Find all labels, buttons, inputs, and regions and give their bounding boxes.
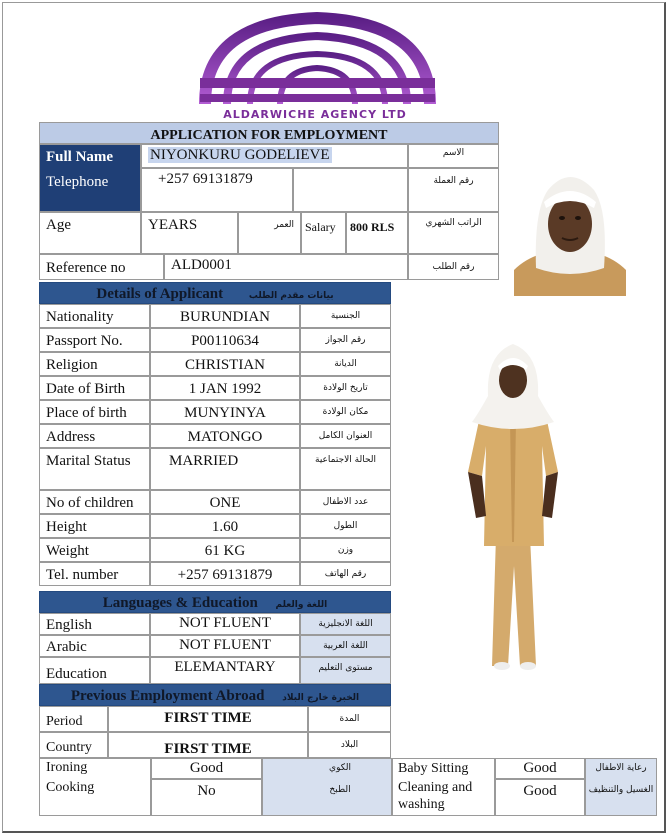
detail-label: Height bbox=[39, 514, 150, 538]
detail-value: 61 KG bbox=[150, 538, 300, 562]
previous-ar: المدة bbox=[308, 706, 391, 732]
reference-ar: رقم الطلب bbox=[408, 254, 499, 280]
age-label: Age bbox=[39, 212, 141, 254]
reference-value: ALD0001 bbox=[164, 254, 408, 280]
previous-label: Country bbox=[39, 732, 108, 758]
language-label: Education bbox=[39, 657, 150, 684]
language-ar: مستوى التعليم bbox=[300, 657, 391, 684]
logo-text: ALDARWICHE AGENCY LTD bbox=[223, 108, 407, 121]
salary-label: Salary bbox=[301, 212, 346, 254]
detail-value: BURUNDIAN bbox=[150, 304, 300, 328]
full-name-value-cell bbox=[141, 144, 408, 168]
skill-label: Cooking bbox=[46, 780, 95, 795]
skill-value: Good bbox=[495, 758, 585, 779]
detail-label: Marital Status bbox=[39, 448, 150, 490]
detail-label: No of children bbox=[39, 490, 150, 514]
language-value: NOT FLUENT bbox=[150, 635, 300, 657]
detail-value: ONE bbox=[150, 490, 300, 514]
previous-value: FIRST TIME bbox=[108, 706, 308, 732]
previous-label: Period bbox=[39, 706, 108, 732]
detail-label: Date of Birth bbox=[39, 376, 150, 400]
detail-value: MATONGO bbox=[150, 424, 300, 448]
language-ar: اللغة الانجليزية bbox=[300, 613, 391, 635]
telephone-empty bbox=[293, 168, 408, 212]
skill-ar: الطبخ bbox=[329, 785, 351, 795]
name-label-block bbox=[39, 144, 141, 212]
detail-value: MARRIED bbox=[150, 448, 300, 490]
language-label: English bbox=[39, 613, 150, 635]
detail-value: +257 69131879 bbox=[150, 562, 300, 586]
detail-value: 1 JAN 1992 bbox=[150, 376, 300, 400]
detail-ar: الحالة الاجتماعية bbox=[300, 448, 391, 490]
skill-label: Baby Sitting bbox=[398, 761, 469, 776]
detail-ar: عدد الاطفال bbox=[300, 490, 391, 514]
telephone-label: Telephone bbox=[46, 174, 109, 190]
languages-title-ar: اللغة والعلم bbox=[275, 600, 328, 610]
previous-value: FIRST TIME bbox=[108, 732, 308, 758]
language-ar: اللغة العربية bbox=[300, 635, 391, 657]
detail-value: MUNYINYA bbox=[150, 400, 300, 424]
detail-value: P00110634 bbox=[150, 328, 300, 352]
previous-title: Previous Employment Abroad bbox=[70, 688, 265, 704]
full-name-ar: الاسم bbox=[408, 144, 499, 168]
skill-ar: الكوي bbox=[329, 763, 351, 773]
reference-label: Reference no bbox=[39, 254, 164, 280]
applicant-portrait-photo bbox=[514, 150, 626, 296]
detail-ar: العنوان الكامل bbox=[300, 424, 391, 448]
detail-ar: الديانة bbox=[300, 352, 391, 376]
full-name-value[interactable]: NIYONKURU GODELIEVE bbox=[150, 147, 330, 163]
form-title: APPLICATION FOR EMPLOYMENT bbox=[39, 122, 499, 144]
skill-ar: الغسيل والتنظيف bbox=[588, 785, 654, 795]
skill-value: Good bbox=[151, 758, 262, 779]
detail-label: Weight bbox=[39, 538, 150, 562]
previous-title-ar: الخبرة خارج البلاد bbox=[282, 693, 360, 703]
detail-ar: رقم الهاتف bbox=[300, 562, 391, 586]
language-value: NOT FLUENT bbox=[150, 613, 300, 635]
languages-title: Languages & Education bbox=[102, 595, 258, 611]
salary-ar: الراتب الشهري bbox=[408, 212, 499, 254]
full-name-label: Full Name bbox=[46, 149, 114, 165]
applicant-full-body-photo bbox=[458, 336, 568, 672]
skill-value: Good bbox=[495, 779, 585, 816]
detail-value: 1.60 bbox=[150, 514, 300, 538]
details-title: Details of Applicant bbox=[96, 286, 224, 302]
previous-employment-header bbox=[39, 684, 391, 706]
telephone-ar: رقم العملة bbox=[408, 168, 499, 212]
detail-label: Tel. number bbox=[39, 562, 150, 586]
skill-ar: رعاية الاطفال bbox=[595, 763, 647, 773]
details-title-ar: بيانات مقدم الطلب bbox=[248, 291, 334, 301]
detail-ar: الجنسية bbox=[300, 304, 391, 328]
detail-ar: الطول bbox=[300, 514, 391, 538]
detail-value: CHRISTIAN bbox=[150, 352, 300, 376]
age-value: YEARS bbox=[141, 212, 238, 254]
detail-label: Address bbox=[39, 424, 150, 448]
detail-label: Religion bbox=[39, 352, 150, 376]
languages-section-header bbox=[39, 591, 391, 613]
detail-ar: مكان الولادة bbox=[300, 400, 391, 424]
previous-ar: البلاد bbox=[308, 732, 391, 758]
detail-ar: وزن bbox=[300, 538, 391, 562]
detail-label: Nationality bbox=[39, 304, 150, 328]
age-ar: العمر bbox=[238, 212, 301, 254]
salary-value: 800 RLS bbox=[346, 212, 408, 254]
skill-label: Ironing bbox=[46, 760, 88, 775]
detail-label: Place of birth bbox=[39, 400, 150, 424]
language-value: ELEMANTARY bbox=[150, 657, 300, 684]
agency-logo bbox=[195, 4, 440, 124]
language-label: Arabic bbox=[39, 635, 150, 657]
details-section-header bbox=[39, 282, 391, 304]
telephone-value: +257 69131879 bbox=[141, 168, 293, 212]
detail-label: Passport No. bbox=[39, 328, 150, 352]
detail-ar: رقم الجواز bbox=[300, 328, 391, 352]
skill-label: Cleaning and washing bbox=[398, 780, 473, 812]
detail-ar: تاريخ الولادة bbox=[300, 376, 391, 400]
skill-value: No bbox=[151, 779, 262, 816]
